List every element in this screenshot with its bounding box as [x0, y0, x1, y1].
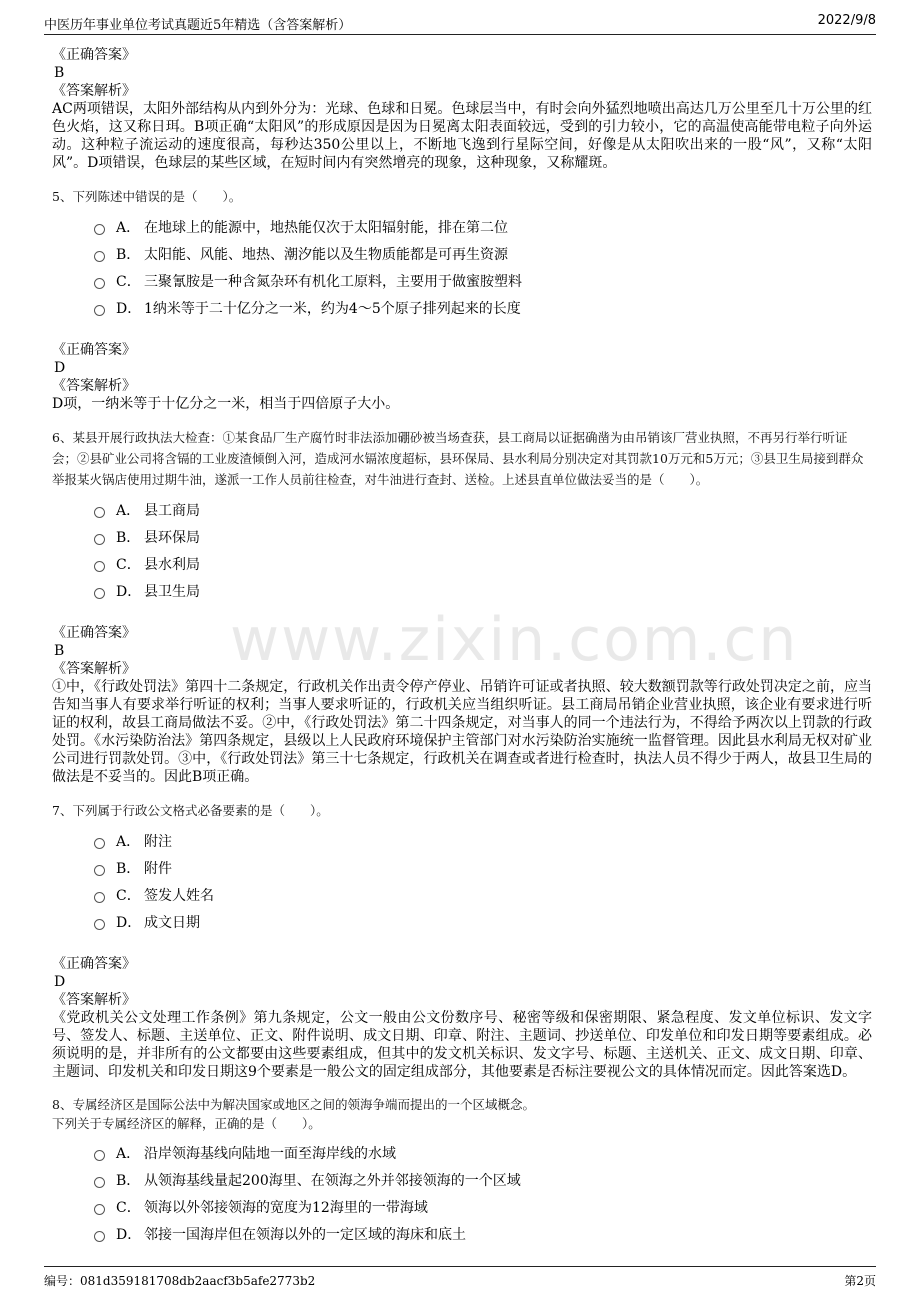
radio-icon[interactable]	[94, 534, 105, 545]
option-text: 成文日期	[144, 914, 200, 931]
question-stem: 7、下列属于行政公文格式必备要素的是（ ）。	[52, 803, 329, 818]
radio-icon[interactable]	[94, 278, 105, 289]
option-c[interactable]	[94, 550, 872, 577]
question-8	[52, 1095, 872, 1247]
option-text: 从领海基线量起200海里、在领海之外并邻接领海的一个区域	[144, 1172, 521, 1189]
radio-icon[interactable]	[94, 892, 105, 903]
option-c[interactable]	[94, 881, 872, 908]
option-text: 领海以外邻接领海的宽度为12海里的一带海域	[144, 1199, 428, 1216]
radio-icon[interactable]	[94, 1204, 105, 1215]
option-key: D．	[116, 583, 142, 600]
correct-answer-value: D	[54, 974, 66, 990]
explanation-text: 《党政机关公文处理工作条例》第九条规定，公文一般由公文份数序号、秘密等级和保密期限、紧急程度、发文单位标识、发文字号、签发人、标题、主送单位、正文、附件说明、成文日期、印章、附注、主题词、抄送单位、印发单位和印发日期等要素组成。必须说明的是，并非所有的公文都要由这些要素组成，但其中的发文机关标识、发文字号、标题、主送机关、正文、成文日期、印章、主题词、印发机关和印发日期这9个要素是一般公文的固定组成部分，其他要素是否标注要视公文的具体情况而定。因此答案选D。	[52, 1010, 872, 1080]
option-key: C．	[116, 273, 141, 290]
document-title: 中医历年事业单位考试真题近5年精选（含答案解析）	[44, 18, 352, 33]
question-stem-line-2: 下列关于专属经济区的解释，正确的是（ ）。	[52, 1116, 321, 1131]
question-stem: 8、专属经济区是国际公法中为解决国家或地区之间的领海争端而提出的一个区域概念。	[52, 1097, 535, 1112]
page-number: 第2页	[844, 1274, 876, 1288]
explanation-text: ①中，《行政处罚法》第四十二条规定，行政机关作出责令停产停业、吊销许可证或者执照、较大数额罚款等行政处罚决定之前，应当告知当事人有要求举行听证的权利；当事人要求听证的，行政机关应当组织听证。县工商局吊销企业营业执照，该企业有要求进行听证的权利，故县工商局做法不妥。②中，《行政处罚法》第二十四条规定，对当事人的同一个违法行为，不得给予两次以上罚款的行政处罚。《水污染防治法》第四条规定，县级以上人民政府环境保护主管部门对水污染防治实施统一监督管理。因此县水利局无权对矿业公司进行罚款处罚。③中，《行政处罚法》第三十七条规定，行政机关在调查或者进行检查时，执法人员不得少于两人，故县卫生局的做法是不妥当的。因此B项正确。	[52, 679, 872, 785]
option-key: B．	[116, 529, 141, 546]
option-key: A．	[116, 502, 141, 519]
explanation-text: AC两项错误，太阳外部结构从内到外分为：光球、色球和日冕。色球层当中，有时会向外猛烈地喷出高达几万公里至几十万公里的红色火焰，这又称日珥。B项正确“太阳风”的形成原因是因为日冕离太阳表面较远，受到的引力较小，它的高温使高能带电粒子向外运动。这种粒子流运动的速度很高，每秒达350公里以上，不断地飞逸到行星际空间，好像是从太阳吹出来的一股“风”，又称“太阳风”。D项错误，色球层的某些区域，在短时间内有突然增亮的现象，这种现象，又称耀斑。	[52, 101, 872, 171]
explanation-label: 《答案解析》	[52, 83, 136, 99]
radio-icon[interactable]	[94, 224, 105, 235]
option-key: A．	[116, 1145, 141, 1162]
explanation-label: 《答案解析》	[52, 992, 136, 1008]
option-key: C．	[116, 556, 141, 573]
option-key: C．	[116, 887, 141, 904]
q4-answer-block	[52, 46, 872, 172]
radio-icon[interactable]	[94, 919, 105, 930]
option-text: 邻接一国海岸但在领海以外的一定区域的海床和底土	[144, 1226, 466, 1243]
radio-icon[interactable]	[94, 251, 105, 262]
option-text: 1纳米等于二十亿分之一米，约为4～5个原子排列起来的长度	[144, 300, 521, 317]
radio-icon[interactable]	[94, 1231, 105, 1242]
watermark: www.zixin.com.cn	[230, 605, 799, 675]
question-5	[52, 186, 872, 413]
explanation-label: 《答案解析》	[52, 661, 136, 677]
option-c[interactable]	[94, 1193, 872, 1220]
option-d[interactable]	[94, 294, 872, 321]
correct-answer-label: 《正确答案》	[52, 47, 136, 63]
option-text: 县水利局	[144, 556, 200, 573]
option-key: A．	[116, 219, 141, 236]
option-text: 签发人姓名	[144, 887, 214, 904]
correct-answer-label: 《正确答案》	[52, 956, 136, 972]
option-text: 三聚氰胺是一种含氮杂环有机化工原料，主要用于做蜜胺塑料	[144, 273, 522, 290]
page-content	[52, 44, 872, 1267]
options-list	[94, 1139, 872, 1247]
option-text: 沿岸领海基线向陆地一面至海岸线的水域	[144, 1145, 396, 1162]
radio-icon[interactable]	[94, 838, 105, 849]
question-stem: 5、下列陈述中错误的是（ ）。	[52, 189, 242, 204]
correct-answer-label: 《正确答案》	[52, 625, 136, 641]
radio-icon[interactable]	[94, 1150, 105, 1161]
option-b[interactable]	[94, 523, 872, 550]
question-7	[52, 800, 872, 1081]
option-d[interactable]	[94, 1220, 872, 1247]
question-stem: 6、某县开展行政执法大检查：①某食品厂生产腐竹时非法添加硼砂被当场查获，县工商局以证据确凿为由吊销该厂营业执照，不再另行举行听证会；②县矿业公司将含镉的工业废渣倾倒入河，造成河水镉浓度超标，县环保局、县水利局分别决定对其罚款10万元和5万元；③县卫生局接到群众举报某火锅店使用过期牛油，遂派一工作人员前往检查，对牛油进行查封、送检。上述县直单位做法妥当的是（ ）。	[52, 430, 864, 487]
option-key: B．	[116, 1172, 141, 1189]
radio-icon[interactable]	[94, 588, 105, 599]
option-key: B．	[116, 860, 141, 877]
option-a[interactable]	[94, 213, 872, 240]
radio-icon[interactable]	[94, 305, 105, 316]
option-c[interactable]	[94, 267, 872, 294]
explanation-text: D项，一纳米等于十亿分之一米，相当于四倍原子大小。	[52, 396, 400, 412]
page-header	[44, 12, 876, 35]
options-list	[94, 827, 872, 935]
option-text: 县工商局	[144, 502, 200, 519]
correct-answer-value: B	[54, 643, 65, 659]
option-d[interactable]	[94, 577, 872, 604]
option-text: 太阳能、风能、地热、潮汐能以及生物质能都是可再生资源	[144, 246, 508, 263]
option-d[interactable]	[94, 908, 872, 935]
option-text: 县卫生局	[144, 583, 200, 600]
option-a[interactable]	[94, 1139, 872, 1166]
option-a[interactable]	[94, 827, 872, 854]
option-key: D．	[116, 914, 142, 931]
correct-answer-value: B	[54, 65, 65, 81]
question-6	[52, 427, 872, 786]
page-footer	[44, 1266, 876, 1291]
radio-icon[interactable]	[94, 1177, 105, 1188]
option-b[interactable]	[94, 854, 872, 881]
option-b[interactable]	[94, 1166, 872, 1193]
option-text: 附注	[144, 833, 172, 850]
option-text: 县环保局	[144, 529, 200, 546]
radio-icon[interactable]	[94, 507, 105, 518]
correct-answer-value: D	[54, 360, 66, 376]
radio-icon[interactable]	[94, 561, 105, 572]
header-date: 2022/9/8	[817, 13, 876, 28]
correct-answer-label: 《正确答案》	[52, 342, 136, 358]
options-list	[94, 496, 872, 604]
option-key: A．	[116, 833, 141, 850]
option-text: 在地球上的能源中，地热能仅次于太阳辐射能，排在第二位	[144, 219, 508, 236]
document-id: 编号：081d359181708db2aacf3b5afe2773b2	[44, 1274, 316, 1288]
options-list	[94, 213, 872, 321]
option-text: 附件	[144, 860, 172, 877]
option-key: D．	[116, 300, 142, 317]
option-a[interactable]	[94, 496, 872, 523]
explanation-label: 《答案解析》	[52, 378, 136, 394]
option-key: C．	[116, 1199, 141, 1216]
option-b[interactable]	[94, 240, 872, 267]
option-key: D．	[116, 1226, 142, 1243]
radio-icon[interactable]	[94, 865, 105, 876]
option-key: B．	[116, 246, 141, 263]
